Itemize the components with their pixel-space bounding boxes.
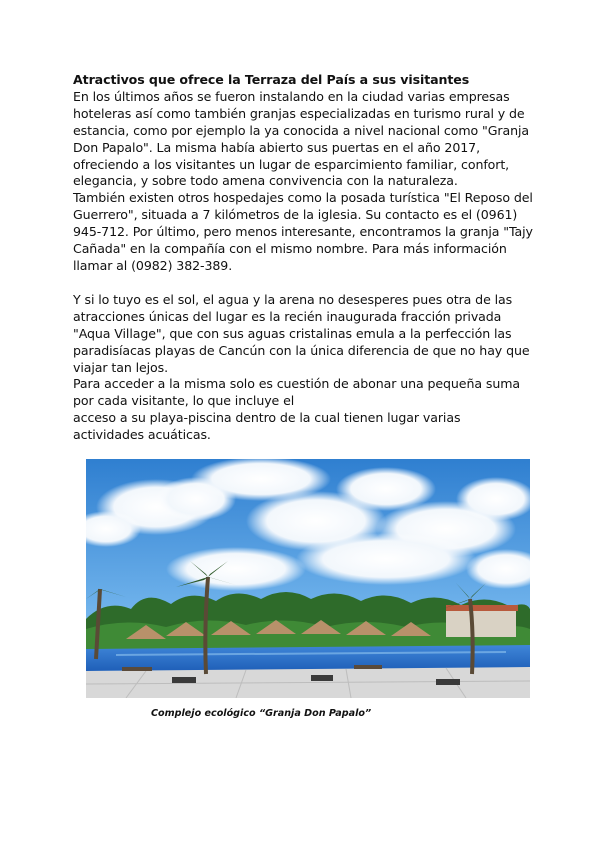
resort-pool-photo [86,459,530,698]
article-body [73,72,533,444]
section-heading: Atractivos que ofrece la Terraza del País a sus visitantes [73,72,470,87]
photo-caption: Complejo ecológico “Granja Don Papalo” [151,708,372,719]
paragraph-access: Para acceder a la misma solo es cuestión de abonar una pequeña suma por cada visitante, lo que incluye el [73,376,520,409]
paragraph-hotels: En los últimos años se fueron instalando en la ciudad varias empresas hoteleras así como también granjas especializadas en turismo rural y de estancia, como por ejemplo la ya conocida a nivel nacional como "Granja Don Papalo". La misma había abierto sus puertas en el año 2017, ofreciendo a los visitantes un lugar de esparcimiento familiar, confort, elegancia, y sobre todo amena convivencia con la naturaleza. [73,88,529,189]
paragraph-lodging: También existen otros hospedajes como la posada turística "El Reposo del Guerrero", situada a 7 kilómetros de la iglesia. Su contacto es el (0961) 945-712. Por último, pero menos interesante, encontramos la granja "Tajy Cañada" en la compañía con el mismo nombre. Para más información llamar al (0982) 382-389. [73,190,533,273]
paragraph-activities: acceso a su playa-piscina dentro de la cual tienen lugar varias actividades acuáticas. [73,410,461,443]
paragraph-spacer [73,275,533,292]
paragraph-aqua-village: Y si lo tuyo es el sol, el agua y la arena no desesperes pues otra de las atracciones únicas del lugar es la recién inaugurada fracción privada "Aqua Village", que con sus aguas cristalinas emula a la perfección las paradisíacas playas de Cancún con la única diferencia de que no hay que viajar tan lejos. [73,291,530,375]
